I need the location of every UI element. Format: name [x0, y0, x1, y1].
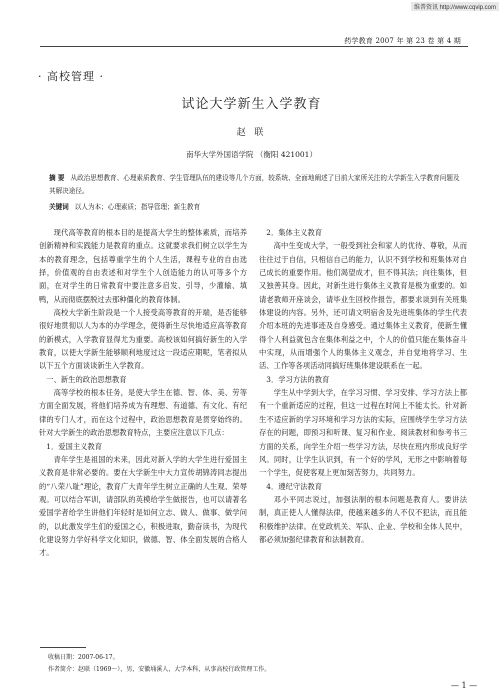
body-paragraph: 现代高等教育的根本目的是提高大学生的整体素质，而培养创新精神和实践能力是教育的重点。这就要求我们树立以学生为本的教育理念，包括尊重学生的个人生活，课程专业的自由选择，价值观的自由表述和对学生个人创造能力的认可等多个方面，在对学生的日常教育中要注意多启发、引导，少灌输、填鸭，从而彻底摆脱过去那种僵化的教育体制。 [39, 228, 247, 304]
body-paragraph: 学生从中学到大学，在学习习惯、学习安排、学习方法上都有一个重新适应的过程，但这一过程在时间上不能太长。针对新生不适应新的学习环境和学习方法的实际，应围绕学生学习方法存在的问题，即预习和听课、复习和作业、阅读教材和参考书三方面的关系，向学生介绍一些学习方法，尽快在班内形成良好学风。同时，让学生认识到，有一个好的学风，无形之中影响着每一个学生，促使客观上更加刻苦努力，共同努力。 [259, 388, 467, 478]
page-number: — 1 — [451, 681, 478, 690]
right-column [259, 226, 467, 546]
subsection-heading: 1．爱国主义教育 [46, 441, 103, 451]
author-affiliation: 南华大学外国语学院 （衡阳 421001） [186, 150, 317, 159]
body-paragraph: 邓小平同志说过，加强法制的根本问题是教育人。要讲法制，真正使人人懂得法律，使越来越多的人不仅不犯法，而且能积极维护法律。在党政机关、军队、企业、学校和全体人民中，都必须加强纪律教育和法制教育。 [259, 494, 467, 544]
keywords-label: 关键词 [49, 203, 69, 211]
section-label: · 高校管理 · [38, 70, 104, 83]
keywords-text: 以人为本；心理素质；指导管理；新生教育 [74, 203, 201, 211]
journal-header: 药学教育 2007 年 第 23 卷 第 4 期 [344, 37, 461, 45]
body-paragraph: 青年学生是祖国的未来，因此对新入学的大学生进行爱国主义教育是非常必要的。要在大学新生中大力宣传胡锦涛同志提出的“八荣八耻”理论，教育广大青年学生树立正确的人生观、荣辱观。可以结合军训，请部队的英模给学生做报告，也可以请著名爱国学者给学生讲他们年轻时是如何立志、做人、做事、做学问的，以此激发学生们的爱国之心，积极进取，勤奋读书，为现代化建设努力学好科学文化知识，做德、智、体全面发展的合格人才。 [39, 454, 247, 558]
subsection-heading: 3．学习方法的教育 [266, 374, 330, 384]
abstract [49, 172, 461, 198]
author-name: 赵 联 [236, 128, 267, 138]
subsection-heading: 2．集体主义教育 [266, 228, 323, 237]
left-column [39, 226, 247, 560]
body-paragraph: 高校大学新生阶段是一个人接受高等教育的开端，是否能够很好地贯彻以人为本的办学理念，使得新生尽快地适应高等教育的新模式，入学教育显得尤为重要。高校该如何搞好新生的入学教育，以使大学新生能够顺利地度过这一段适应期呢，笔者拟从以下五个方面谈谈新生入学教育。 [39, 308, 247, 371]
abstract-text: 从政治思想教育、心理素质教育、学生管理队伍的建设等几个方面，较系统、全面地阐述了目前大家所关注的大学新生入学教育问题及其解决途径。 [49, 174, 460, 195]
subsection-heading: 4．遵纪守法教育 [266, 481, 323, 491]
footnote-received: 收稿日期：2007-06-17。 [48, 654, 119, 661]
footnote-rule [40, 647, 86, 648]
body-paragraph: 高中生变成大学，一般受到社会和家人的优待、尊敬，从而往往过于自信，只相信自己的能力，认识不到学校和班集体对自己成长的重要作用。他们渴望成才，但不得其法；向往集体，但又独善其身。因此，对新生进行集体主义教育是极为重要的。如请老教师开座谈会，请毕业生回校作报告，都要求谈到有关班集体建设的内容。另外，还可请文明宿舍及先进班集体的学生代表介绍本班的先进事迹及自身感受。通过集体主义教育，使新生懂得个人利益就包含在集体利益之中，个人的价值只能在集体奋斗中实现，从而增强个人的集体主义观念，并自觉地将学习、生活、工作等各项活动同搞好班集体建设联系在一起。 [259, 241, 467, 371]
header-rule [40, 46, 468, 47]
keywords [49, 201, 461, 211]
body-paragraph: 高等学校的根本任务，是使大学生在德、智、体、美、劳等方面全面发展，将他们培养成为有理想、有道德、有文化、有纪律的专门人才，而在这个过程中，政治思想教育是贯穿始终的。针对大学新生的政治思想教育特点，主要应注意以下几点： [39, 388, 247, 438]
footnote-author-bio: 作者简介：赵联（1969～），男，安徽埇溪人，大学本科，从事高校行政管理工作。 [48, 666, 271, 673]
section-heading: 一、新生的政治思想教育 [46, 374, 127, 384]
abstract-label: 摘 要 [49, 174, 65, 182]
watermark: 维普资讯 http://www.cqvip.com [411, 2, 499, 11]
article-title: 试论大学新生入学教育 [181, 97, 322, 112]
